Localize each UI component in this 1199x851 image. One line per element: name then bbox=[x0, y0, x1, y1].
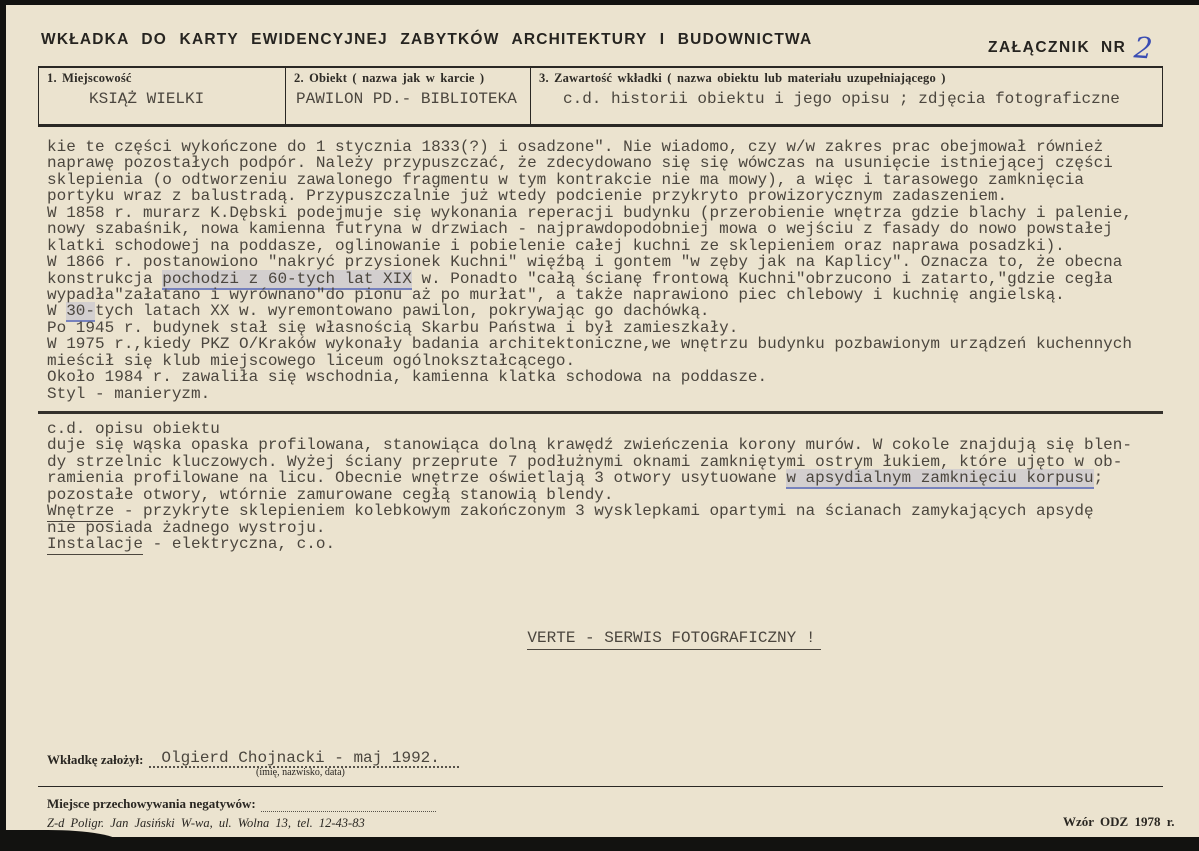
record-table bbox=[38, 66, 1163, 127]
text-segment: - przykryte sklepieniem kolebkowym zakończonym 3 wysklepkami opartymi na ścianach zamykających apsydę bbox=[114, 502, 1094, 521]
text-line bbox=[47, 421, 1177, 437]
form-note: Wzór ODZ 1978 r. bbox=[1063, 814, 1175, 829]
negatives-dotted-line bbox=[261, 795, 436, 812]
text-line bbox=[47, 155, 1177, 171]
field-label: 3. Zawartość wkładki ( nazwa obiektu lub materiału uzupełniającego ) bbox=[539, 71, 946, 85]
founder-label: Wkładkę założył: bbox=[47, 752, 144, 767]
text-segment: naprawę pozostałych podpór. Należy przypuszczać, że zdecydowano się się wówczas na usunięcie istniejącej części bbox=[47, 154, 1113, 173]
founder-dotted-line bbox=[149, 748, 459, 768]
scan-edge-left bbox=[0, 0, 6, 840]
text-segment: nie posiada żadnego wystroju. bbox=[47, 518, 326, 537]
text-segment: mieścił się klub miejscowego liceum ogólnokształcącego. bbox=[47, 351, 576, 370]
footer-rule bbox=[38, 786, 1163, 787]
form-title: WKŁADKA DO KARTY EWIDENCYJNEJ ZABYTKÓW ARCHITEKTURY I BUDOWNICTWA bbox=[41, 31, 813, 48]
field-value: KSIĄŻ WIELKI bbox=[89, 90, 205, 108]
field-obiekt bbox=[285, 68, 530, 124]
section-divider bbox=[38, 411, 1163, 414]
text-line bbox=[47, 271, 1177, 287]
founder-hint: (imię, nazwisko, data) bbox=[256, 767, 345, 778]
text-line bbox=[47, 454, 1177, 470]
text-line bbox=[47, 254, 1177, 270]
text-line bbox=[47, 386, 1177, 402]
text-segment: pozostałe otwory, wtórnie zamurowane cegłą stanowią blendy. bbox=[47, 485, 614, 504]
founder-row bbox=[47, 748, 459, 768]
text-segment: ramienia profilowane na licu. Obecnie wnętrze oświetlają 3 otwory usytuowane bbox=[47, 469, 787, 488]
attachment-number-handwritten: 2 bbox=[1133, 30, 1156, 66]
text-line bbox=[47, 320, 1177, 336]
text-segment: W 1866 r. postanowiono "nakryć przysionek Kuchni" więźbą i gontem "w zęby jak na Kaplicy". Oznacza to, że obecna bbox=[47, 253, 1123, 272]
field-zawartosc bbox=[530, 68, 1163, 124]
text-line bbox=[47, 353, 1177, 369]
text-segment: W 1975 r.,kiedy PKZ O/Kraków wykonały badania architektoniczne,we wnętrzu budynku pozbawionym urządzeń kuchennych bbox=[47, 335, 1132, 354]
text-segment: sklepienia (o odtworzeniu zawalonego fragmentu w tym kontrakcie nie ma mowy), a więc i tarasowego zamknięcia bbox=[47, 170, 1084, 189]
text-segment: nowy szabaśnik, nowa kamienna futryna w drzwiach - najprawdopodobniej mowa o wejściu z fasady do nowo powstałej bbox=[47, 220, 1113, 239]
text-segment: Wnętrze bbox=[47, 502, 115, 521]
scan-edge-bottom bbox=[0, 837, 1199, 851]
scan-edge-top bbox=[0, 0, 1199, 5]
text-segment: dy strzelnic kluczowych. Wyżej ściany przeprute 7 podłużnymi oknami zamkniętymi ostrym łukiem, które ujęto w ob- bbox=[47, 452, 1123, 471]
text-segment: konstrukcja bbox=[47, 269, 163, 288]
text-segment: duje się wąska opaska profilowana, stanowiąca dolną krawędź zwieńczenia korony murów. W cokole znajdują się blen- bbox=[47, 436, 1132, 455]
attachment-label-text: ZAŁĄCZNIK NR bbox=[988, 39, 1127, 56]
verte-note-text: VERTE - SERWIS FOTOGRAFICZNY ! bbox=[527, 629, 821, 650]
text-segment: ; bbox=[1093, 469, 1104, 488]
history-section bbox=[47, 139, 1177, 402]
pen-highlight: w apsydialnym zamknięciu korpusu bbox=[786, 469, 1094, 488]
text-segment: Styl - manieryzm. bbox=[47, 384, 211, 403]
text-line bbox=[47, 303, 1177, 319]
text-segment: c.d. opisu obiektu bbox=[47, 420, 220, 438]
negatives-label: Miejsce przechowywania negatywów: bbox=[47, 796, 256, 811]
text-line bbox=[47, 139, 1177, 155]
text-line bbox=[47, 369, 1177, 385]
text-segment: tych latach XX w. wyremontowano pawilon, pokrywając go dachówką. bbox=[95, 302, 710, 321]
text-line bbox=[47, 470, 1177, 486]
text-line bbox=[47, 188, 1177, 204]
text-segment: wypadła"załatano i wyrównano"do pionu aż po murłat", a także naprawiono piec chlebowy i kuchnię angielską. bbox=[47, 285, 1065, 304]
attachment-label bbox=[988, 31, 1154, 65]
text-line bbox=[47, 238, 1177, 254]
founder-value: Olgierd Chojnacki - maj 1992. bbox=[161, 749, 440, 767]
text-segment: Instalacje bbox=[47, 535, 144, 554]
text-line bbox=[47, 520, 1177, 536]
text-segment: kie te części wykończone do 1 stycznia 1833(?) i osadzone". Nie wiadomo, czy w/w zakres prac obejmował również bbox=[47, 138, 1104, 156]
text-line bbox=[47, 205, 1177, 221]
negatives-row bbox=[47, 795, 436, 812]
field-value: c.d. historii obiektu i jego opisu ; zdjęcia fotograficzne bbox=[563, 90, 1120, 108]
field-label: 2. Obiekt ( nazwa jak w karcie ) bbox=[294, 71, 485, 85]
field-miejscowosc bbox=[38, 68, 285, 124]
text-segment: - elektryczna, c.o. bbox=[143, 535, 336, 554]
text-segment: w. Ponadto "całą ścianę frontową Kuchni"obrzucono i zatarto,"gdzie cegła bbox=[411, 269, 1113, 288]
text-segment: portyku wraz z balustradą. Przypuszczalnie już wtedy podcienie przykryto prowizorycznym zadaszeniem. bbox=[47, 187, 1008, 206]
field-label: 1. Miejscowość bbox=[47, 71, 132, 85]
text-line bbox=[47, 487, 1177, 503]
text-line bbox=[47, 536, 1177, 552]
text-segment: Około 1984 r. zawaliła się wschodnia, kamienna klatka schodowa na poddasze. bbox=[47, 368, 768, 387]
text-line bbox=[47, 172, 1177, 188]
pen-highlight: 30- bbox=[66, 302, 96, 321]
printer-note: Z-d Poligr. Jan Jasiński W-wa, ul. Wolna 13, tel. 12-43-83 bbox=[47, 816, 365, 830]
text-segment: klatki schodowej na poddasze, oglinowanie i pobielenie całej kuchni ze sklepieniem oraz naprawa posadzki). bbox=[47, 236, 1065, 255]
text-segment: Po 1945 r. budynek stał się własnością Skarbu Państwa i był zamieszkały. bbox=[47, 318, 739, 337]
field-value: PAWILON PD.- BIBLIOTEKA bbox=[296, 90, 517, 108]
text-line bbox=[47, 287, 1177, 303]
text-line bbox=[47, 437, 1177, 453]
pen-highlight: pochodzi z 60-tych lat XIX bbox=[162, 269, 412, 288]
text-line bbox=[47, 221, 1177, 237]
verte-note bbox=[489, 611, 821, 665]
text-segment: W bbox=[47, 302, 67, 321]
description-section bbox=[47, 421, 1177, 553]
text-line bbox=[47, 336, 1177, 352]
text-line bbox=[47, 503, 1177, 519]
text-segment: W 1858 r. murarz K.Dębski podejmuje się wykonania reperacji budynku (przerobienie wnętrza gdzie blachy i palenie, bbox=[47, 203, 1132, 222]
